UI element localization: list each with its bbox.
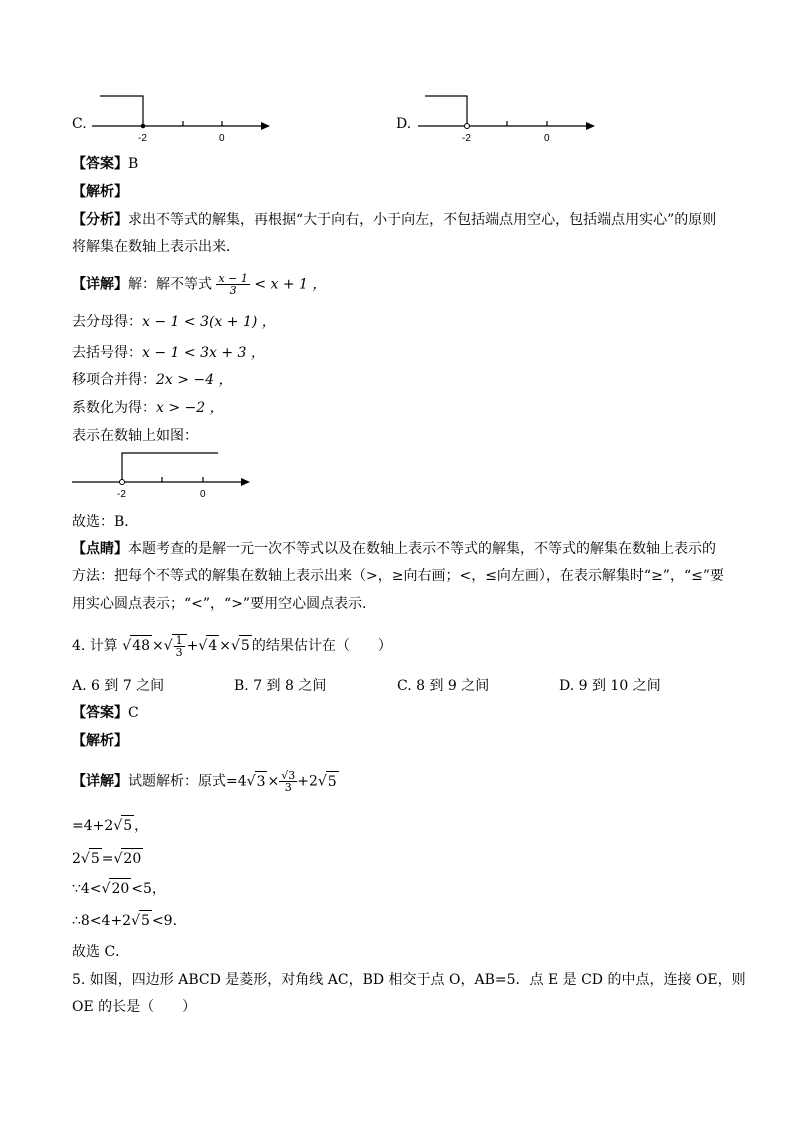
detail-intro: 解：解不等式	[128, 276, 212, 293]
q4-step-2: =4+2√5 ，	[72, 815, 148, 836]
fenxi-line-2: 将解集在数轴上表示出来．	[72, 239, 240, 255]
step-3: 移项合并得：2x > −4 ，	[72, 372, 233, 388]
dianjing-label: 【点睛】	[72, 541, 128, 557]
fraction: $\frac{x - 1}{3}$	[218, 272, 248, 297]
option-b: B. 7 到 8 之间	[234, 678, 327, 694]
fraction: $\frac{√3}{3}$	[281, 769, 296, 794]
option-d: D. 9 到 10 之间	[559, 678, 661, 694]
q5-line-1: 5. 如图，四边形 ABCD 是菱形，对角线 AC，BD 相交于点 O，AB=5．点 E 是 CD 的中点，连接 OE，则	[72, 972, 746, 988]
answer-label: 【答案】	[72, 156, 128, 172]
fenxi-label: 【分析】	[72, 212, 128, 228]
q4-detail-line: 【详解】试题解析：原式=4√3 × $\frac{√3}{3}$ +2√5	[72, 769, 337, 794]
tick-label: 0	[544, 133, 550, 144]
inequality-rest: < x + 1 ，	[254, 276, 327, 293]
q4-choose: 故选 C．	[72, 944, 130, 960]
detail-label: 【详解】	[72, 276, 128, 293]
number-line-solution	[0, 0, 794, 520]
dianjing-line-2: 方法：把每个不等式的解集在数轴上表示出来（>，≥向右画；<，≤向左画），在表示解集时“≥”，“≤”要	[72, 568, 725, 584]
option-c-label: C.	[72, 116, 87, 132]
analysis-label: 【解析】	[72, 184, 128, 200]
tick-label: 0	[219, 133, 225, 144]
q4-answer-line: 【答案】C	[72, 705, 139, 721]
option-a: A. 6 到 7 之间	[72, 678, 165, 694]
dianjing-line-1: 【点睛】本题考查的是解一元一次不等式以及在数轴上表示不等式的解集，不等式的解集在数轴上表示的	[72, 541, 716, 557]
tick-label: -2	[462, 133, 471, 144]
step-1: 去分母得：x − 1 < 3(x + 1) ，	[72, 314, 276, 330]
fraction: $\frac{1}{3}$	[172, 634, 187, 658]
q4-step-4: ∵4<√20 <5，	[72, 878, 166, 899]
show-label: 表示在数轴上如图：	[72, 428, 198, 444]
answer-value: B	[128, 156, 139, 172]
tick-label: -2	[117, 489, 126, 500]
step-4: 系数化为得：x > −2 ，	[72, 400, 224, 416]
option-d-label: D.	[396, 116, 412, 132]
option-c: C. 8 到 9 之间	[397, 678, 490, 694]
q4-stem: 4. 计算 √48 ×√ $\frac{1}{3}$ +√4 ×√5 的结果估计在（ ）	[72, 634, 392, 659]
q4-analysis-label: 【解析】	[72, 733, 128, 749]
step-2: 去括号得：x − 1 < 3x + 3 ，	[72, 345, 265, 361]
q4-step-5: ∴8<4+2√5 <9．	[72, 910, 187, 931]
q4-step-3: 2√5 =√20	[72, 848, 143, 869]
dianjing-line-3: 用实心圆点表示；“<”，“>”要用空心圆点表示．	[72, 596, 377, 612]
fenxi-text: 求出不等式的解集，再根据“大于向右，小于向左，不包括端点用空心，包括端点用实心”的原则	[128, 212, 717, 228]
q5-line-2: OE 的长是（ ）	[72, 999, 197, 1015]
tick-label: 0	[200, 489, 206, 500]
tick-label: -2	[138, 133, 147, 144]
choose-line: 故选：B．	[72, 514, 139, 530]
